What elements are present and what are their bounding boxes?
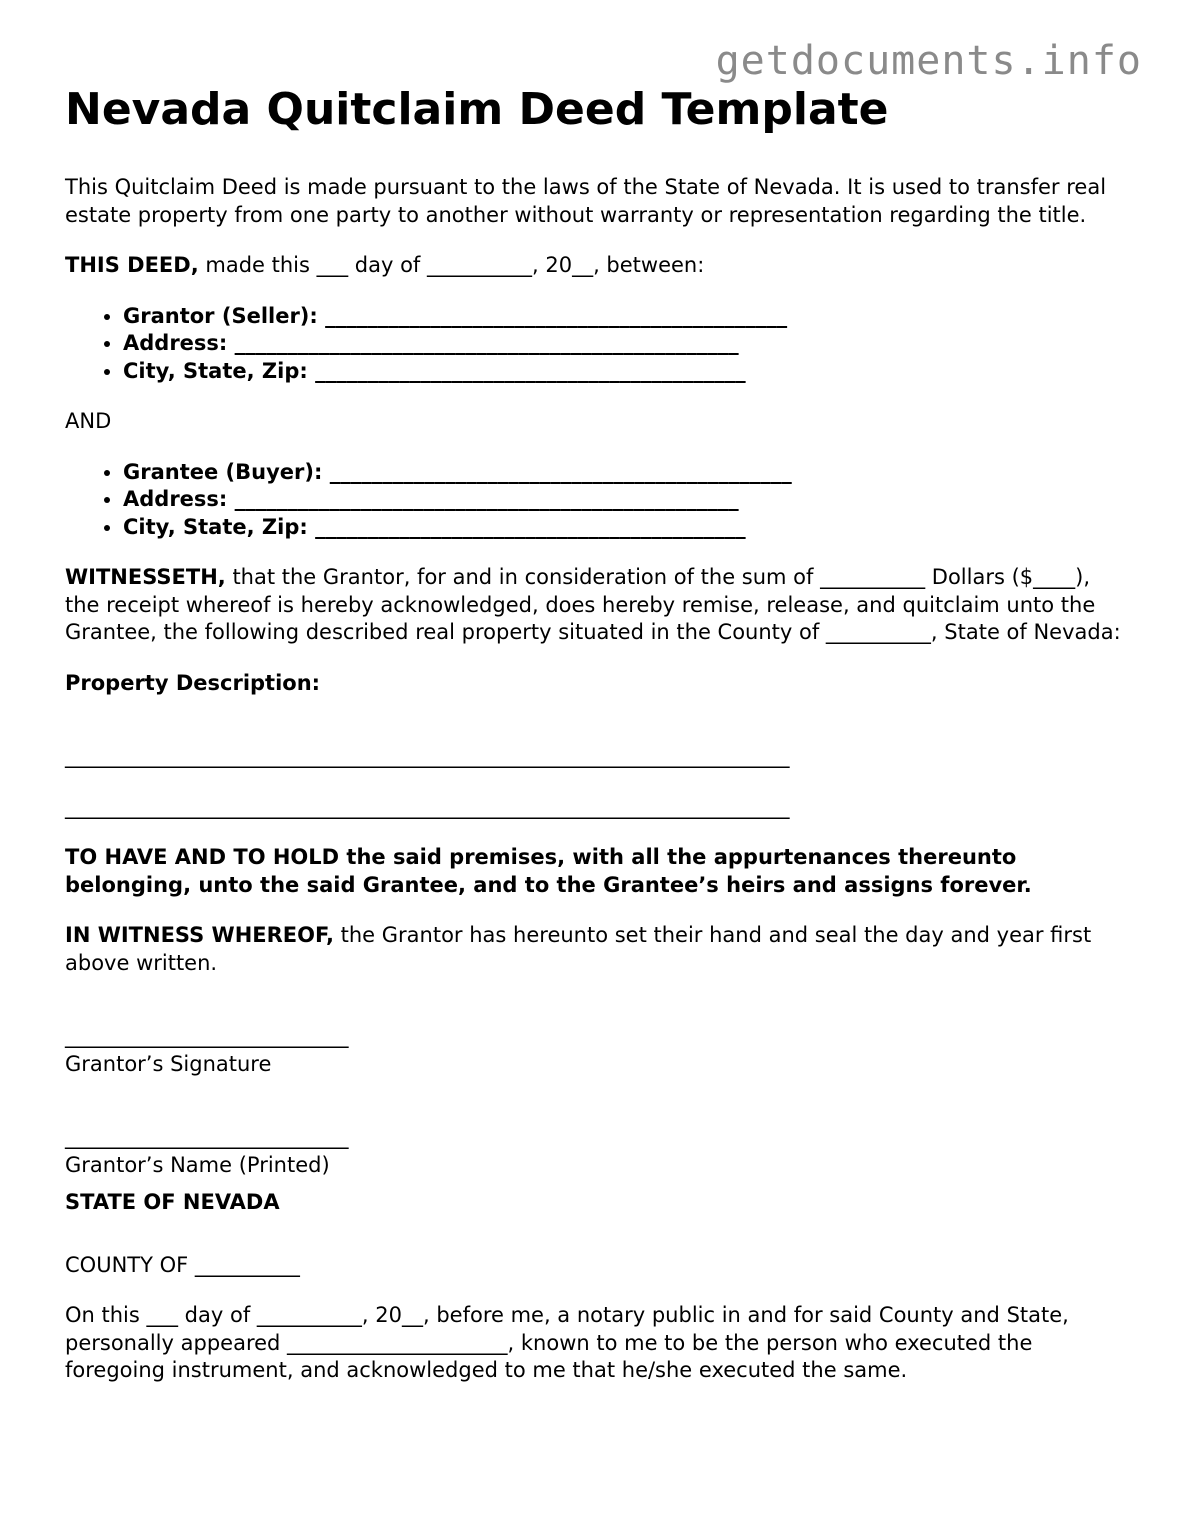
grantor-signature-line[interactable]: ___________________________ [65, 1024, 349, 1048]
field-label: City, State, Zip: [123, 358, 308, 383]
watermark: getdocuments.info [715, 38, 1142, 84]
deed-date-paragraph [65, 252, 1125, 280]
property-description-heading: Property Description: [65, 670, 321, 695]
field-blank: _________________________________________ [307, 514, 746, 539]
in-witness-paragraph [65, 922, 1125, 977]
field-blank: ____________________________________________ [317, 303, 788, 328]
grantee-city-state-zip-field[interactable] [123, 514, 1125, 542]
field-label: Address: [123, 331, 228, 355]
intro-paragraph: This Quitclaim Deed is made pursuant to the laws of the State of Nevada. It is used to transfer real estate property from one party to another without warranty or representation regarding the title. [65, 175, 1107, 227]
grantor-printed-name-label: Grantor’s Name (Printed) [65, 1152, 330, 1177]
county-line: COUNTY OF __________ [65, 1252, 300, 1277]
state-heading [65, 1189, 1125, 1217]
in-witness-lead: IN WITNESS WHEREOF, [65, 923, 334, 947]
deed-rest: made this ___ day of __________, 20__, between: [198, 253, 705, 277]
grantee-address-field[interactable] [123, 486, 1125, 514]
grantor-name-field[interactable] [123, 303, 1125, 331]
grantor-address-field[interactable] [123, 330, 1125, 358]
in-witness-rest: the Grantor has hereunto set their hand and seal the day and year first above written. [65, 923, 1092, 975]
field-label: Grantee (Buyer): [123, 459, 323, 484]
field-blank: _________________________________________ [307, 358, 746, 383]
grantee-field-list [65, 459, 1125, 542]
grantor-printed-name-block [65, 1101, 1125, 1179]
field-blank: ____________________________________________ [322, 459, 792, 484]
habendum-text: TO HAVE AND TO HOLD the said premises, with all the appurtenances thereunto belonging, unto the said Grantee, and to the Grantee’s heirs and assigns forever. [65, 845, 1032, 897]
grantor-printed-name-line[interactable]: ___________________________ [65, 1125, 349, 1149]
field-label: City, State, Zip: [123, 514, 308, 539]
field-blank: ________________________________________________ [227, 331, 739, 355]
property-line-1[interactable]: _____________________________________________________________________ [65, 744, 790, 768]
habendum-paragraph [65, 844, 1125, 899]
property-description-label [65, 670, 1125, 698]
field-label: Address: [123, 487, 228, 511]
field-blank: ________________________________________________ [227, 487, 739, 511]
grantor-signature-label: Grantor’s Signature [65, 1051, 272, 1076]
property-line-2[interactable]: _____________________________________________________________________ [65, 794, 790, 819]
grantee-name-field[interactable] [123, 459, 1125, 487]
and-separator: AND [65, 409, 112, 433]
grantor-field-list [65, 303, 1125, 386]
document-title: Nevada Quitclaim Deed Template [65, 84, 889, 135]
witnesseth-paragraph [65, 564, 1125, 647]
state-heading-text: STATE OF NEVADA [65, 1190, 280, 1214]
witnesseth-lead: WITNESSETH, [65, 565, 226, 589]
witnesseth-rest: that the Grantor, for and in consideration of the sum of __________ Dollars ($____), the receipt whereof is hereby acknowledged, does hereby remise, release, and quitclaim unto the Grantee, the following described real property situated in the County of __________, State of Nevada: [65, 565, 1121, 644]
deed-lead: THIS DEED, [65, 253, 199, 277]
notary-paragraph: On this ___ day of __________, 20__, before me, a notary public in and for said County and State, personally appeared _____________________, known to me to be the person who executed the foregoing instrument, and acknowledged to me that he/she executed the same. [65, 1303, 1069, 1382]
document-page [65, 80, 1125, 1408]
grantor-signature-block [65, 1000, 1125, 1078]
grantor-city-state-zip-field[interactable] [123, 358, 1125, 386]
field-label: Grantor (Seller): [123, 303, 318, 328]
